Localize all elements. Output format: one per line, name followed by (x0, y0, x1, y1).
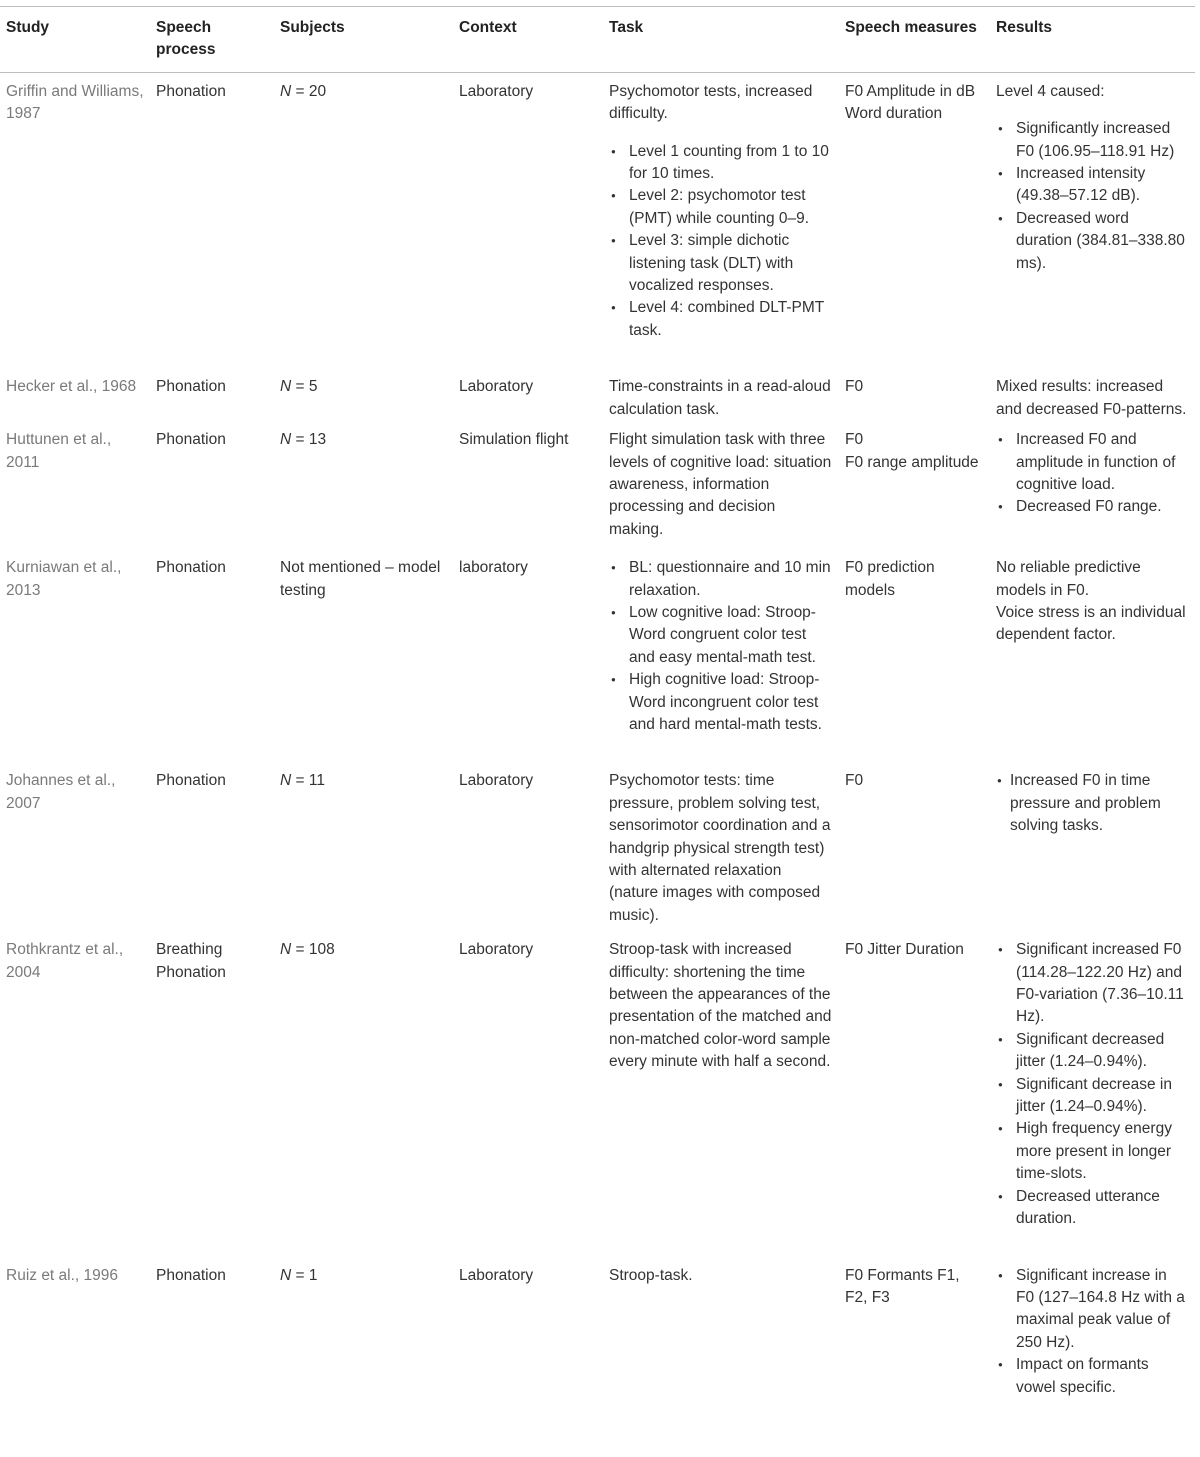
n-value: = 20 (291, 82, 327, 100)
subjects-cell: Not mentioned – model testing (280, 559, 441, 599)
context-cell: Laboratory (459, 378, 534, 396)
header-row (0, 7, 1195, 73)
study-cell: Johannes et al., 2007 (6, 772, 116, 812)
results-cell (990, 931, 1195, 1256)
context-cell: laboratory (459, 559, 528, 577)
context-cell: Laboratory (459, 941, 534, 959)
results-list (996, 939, 1189, 1230)
results-intro: Level 4 caused: (996, 82, 1105, 100)
results-list (996, 429, 1189, 519)
context-cell: Laboratory (459, 82, 534, 100)
table-row (0, 368, 1195, 425)
n-value: = 11 (291, 772, 325, 790)
measures-cell: F0 Jitter Duration (845, 941, 964, 959)
context-cell: Laboratory (459, 772, 534, 790)
list-item: ● Decreased word duration (384.81–338.80 ms). (1016, 208, 1189, 275)
header-results: Results (990, 7, 1195, 73)
n-label: N (280, 82, 292, 100)
list-item: ● Significant decrease in jitter (1.24–0.94%). (1016, 1074, 1189, 1119)
subjects-cell (274, 368, 453, 425)
list-item: ● Level 1 counting from 1 to 10 for 10 times. (629, 141, 833, 186)
task-cell: Stroop-task. (609, 1266, 693, 1284)
study-cell: Kurniawan et al., 2013 (6, 559, 122, 599)
list-item: ● High frequency energy more present in longer time-slots. (1016, 1118, 1189, 1185)
task-cell (603, 72, 839, 368)
task-intro: Psychomotor tests, increased difficulty. (609, 82, 813, 123)
task-cell: Psychomotor tests: time pressure, problem solving test, sensorimotor coordination and a handgrip physical strength test) with alternated relaxation (nature images with composed music). (609, 772, 831, 924)
measures-cell (839, 425, 990, 549)
table-row (0, 931, 1195, 1256)
process-cell: Phonation (156, 1266, 226, 1284)
measures-cell: F0 Formants F1, F2, F3 (845, 1266, 960, 1306)
task-cell: Stroop-task with increased difficulty: shortening the time between the appearances of the presentation of the matched and non-matched color-word sample every minute with half a second. (609, 941, 832, 1071)
study-cell: Huttunen et al., 2011 (6, 431, 112, 471)
context-cell: Laboratory (459, 1266, 534, 1284)
process-cell (150, 931, 274, 1256)
measures-cell: F0 (845, 378, 864, 396)
list-item: ● Level 3: simple dichotic listening task (DLT) with vocalized responses. (629, 230, 833, 297)
subjects-cell (274, 425, 453, 549)
results-cell (990, 425, 1195, 549)
process-cell: Phonation (156, 82, 226, 100)
measures-line: F0 range amplitude (845, 453, 979, 471)
results-cell (990, 72, 1195, 368)
task-cell (603, 549, 839, 762)
results-list (996, 770, 1189, 837)
list-item: ● Increased intensity (49.38–57.12 dB). (1016, 163, 1189, 208)
study-cell: Griffin and Williams, 1987 (6, 82, 144, 123)
context-cell: Simulation flight (459, 431, 569, 449)
header-context: Context (453, 7, 603, 73)
measures-cell: F0 (845, 772, 864, 790)
list-item: ● Increased F0 and amplitude in function of cognitive load. (1016, 429, 1189, 496)
results-list (996, 118, 1189, 275)
n-label: N (280, 941, 292, 959)
header-subjects: Subjects (274, 7, 453, 73)
process-line: Breathing (156, 941, 223, 959)
n-value: = 1 (291, 1266, 318, 1284)
measures-line: F0 (845, 431, 864, 449)
results-line: No reliable predictive models in F0. (996, 559, 1141, 599)
n-value: = 108 (291, 941, 335, 959)
list-item: ● Significantly increased F0 (106.95–118.91 Hz) (1016, 118, 1189, 163)
n-label: N (280, 772, 292, 790)
process-line: Phonation (156, 963, 226, 981)
n-label: N (280, 378, 292, 396)
list-item: ● Decreased F0 range. (1016, 496, 1189, 518)
table-row (0, 762, 1195, 931)
process-cell: Phonation (156, 431, 226, 449)
studies-table (0, 6, 1195, 1407)
header-speech-process: Speech process (150, 7, 274, 73)
header-task: Task (603, 7, 839, 73)
list-item: ● Level 2: psychomotor test (PMT) while counting 0–9. (629, 185, 833, 230)
list-item: ● Significant decreased jitter (1.24–0.94%). (1016, 1029, 1189, 1074)
results-cell (990, 1257, 1195, 1407)
task-cell: Flight simulation task with three levels of cognitive load: situation awareness, information processing and decision making. (609, 431, 832, 538)
subjects-cell (274, 72, 453, 368)
process-cell: Phonation (156, 772, 226, 790)
list-item: ● Significant increased F0 (114.28–122.20 Hz) and F0-variation (7.36–10.11 Hz). (1016, 939, 1189, 1029)
list-item: ● High cognitive load: Stroop-Word incongruent color test and hard mental-math tests. (629, 669, 833, 736)
list-item: ● BL: questionnaire and 10 min relaxation. (629, 557, 833, 602)
n-value: = 13 (291, 431, 327, 449)
subjects-cell (274, 762, 453, 931)
table-row (0, 72, 1195, 368)
list-item: ● Impact on formants vowel specific. (1016, 1354, 1189, 1399)
n-label: N (280, 1266, 292, 1284)
study-cell: Rothkrantz et al., 2004 (6, 941, 124, 981)
results-list (996, 1265, 1189, 1399)
task-list (609, 557, 833, 736)
study-cell: Ruiz et al., 1996 (6, 1266, 119, 1284)
list-item: ● Significant increase in F0 (127–164.8 Hz with a maximal peak value of 250 Hz). (1016, 1265, 1189, 1355)
task-cell: Time-constraints in a read-aloud calculation task. (609, 378, 831, 418)
task-list (609, 141, 833, 343)
header-speech-measures: Speech measures (839, 7, 990, 73)
results-cell (990, 549, 1195, 762)
list-item: ● Decreased utterance duration. (1016, 1186, 1189, 1231)
study-cell: Hecker et al., 1968 (6, 378, 137, 396)
list-item: ● Low cognitive load: Stroop-Word congruent color test and easy mental-math test. (629, 602, 833, 669)
table-row (0, 549, 1195, 762)
subjects-cell (274, 931, 453, 1256)
results-line: Voice stress is an individual dependent factor. (996, 603, 1186, 644)
n-value: = 5 (291, 378, 318, 396)
subjects-cell (274, 1257, 453, 1407)
measures-cell: F0 prediction models (845, 559, 935, 599)
n-label: N (280, 431, 292, 449)
process-cell: Phonation (156, 559, 226, 577)
table-row (0, 425, 1195, 549)
measures-cell: F0 Amplitude in dB Word duration (845, 82, 976, 123)
list-item: ● Level 4: combined DLT-PMT task. (629, 297, 833, 342)
process-cell: Phonation (156, 378, 226, 396)
table-row (0, 1257, 1195, 1407)
results-cell (990, 762, 1195, 931)
header-study: Study (0, 7, 150, 73)
results-cell: Mixed results: increased and decreased F0-patterns. (996, 378, 1187, 418)
list-item: ● Increased F0 in time pressure and problem solving tasks. (1010, 770, 1189, 837)
